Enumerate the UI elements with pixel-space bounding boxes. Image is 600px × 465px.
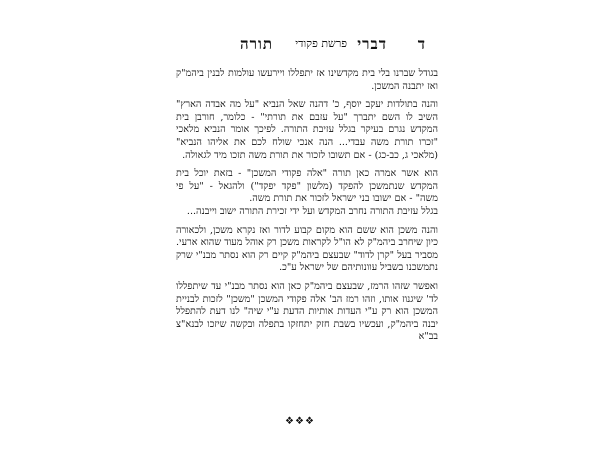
page-letter: ד <box>417 35 425 53</box>
paragraph: הוא אשר אמרה כאן תורה "אלה פקודי המשכן" - בזאת יוכל בית המקדש שנתמשכן להפקד (מלשון "פקד יפקד") ולהגאל - "על פי משה" - אם ישובו בני ישראל לזכור את תורת משה. <box>176 168 438 205</box>
body-text <box>176 68 438 350</box>
running-title: דברי <box>357 35 387 53</box>
paragraph: והנה בתולדות יעקב יוסף, כ' דהנה שאל הנביא "על מה אבדה הארץ" השיב לו השם יתברך "על עזבם את תורתי" - כלומר, חורבן בית המקדש נגרם בעיקר בגלל עזיבת התורה. לפיכך אומר הנביא מלאכי "זכרו תורת משה עבדי... הנה אנכי שולח לכם את אליהו הנביא" (מלאכי ג, כב-כג) - אם תשובו לזכור את תורת משה תזכו מיד לגאולה. <box>176 99 438 161</box>
paragraph: והנה משכן הוא ששם הוא מקום קבוע לדור ואז נקרא משכן, ולכאורה כיון שיחרב ביהמ"ק לא הו"ל לקראות משכן רק אוהל מעוד שהוא ארעי. מסביר בעל "קרן לדוד" שבעצם ביהמ"ק קיים רק הוא נסתר מבנ"י שרק נתמשכנו בשביל עוונותיהם של ישראל ע"כ. <box>176 224 438 274</box>
ornament-divider: ❖❖❖ <box>285 416 315 427</box>
parsha-name: פרשת פקודי <box>295 37 347 50</box>
running-header <box>215 35 425 57</box>
paragraph: בגלל עזיבת התורה נחרב המקדש ועל ידי זכירת התורה ישוב וייבנה... <box>186 205 438 217</box>
section-title: תורה <box>240 35 273 53</box>
paragraph: בגודל שברנו בלי בית מקדשינו אז יתפללו ויירעשו עולמות לבנין ביהמ"ק ואז יתבנה המשכן. <box>176 68 438 92</box>
paragraph: ואפשר שזהו הרמז, שבעצם ביהמ"ק כאן הוא נסתר מבנ"י עד שיתפללו לד' שיגנוז אותו, וזהו רמז הב' אלה פקודי המשכן "משכן" לזכות לבניית המשכן הוא רק ע"י העדות אותיות הדעת ע"י שיה" לנו דעת להתפלל יבנה ביהמ"ק, ועכשיו בשבת חזק יתחזקו בתפלה ובקשה שיזכו לבנא"צ בב"א <box>176 280 438 343</box>
